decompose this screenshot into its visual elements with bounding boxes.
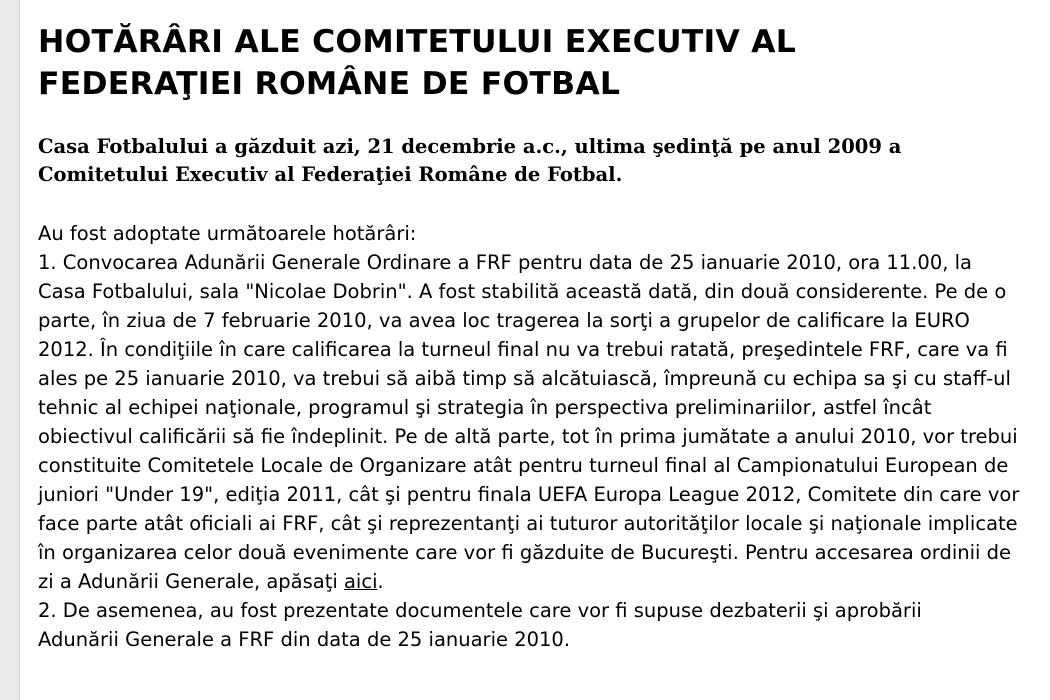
page-title: HOTĂRÂRI ALE COMITETULUI EXECUTIV AL FEDERAŢIEI ROMÂNE DE FOTBAL [38, 24, 796, 102]
article-content [20, 0, 1050, 700]
article-item-1-text: 1. Convocarea Adunării Generale Ordinare a FRF pentru data de 25 ianuarie 2010, ora 11.00, la Casa Fotbalului, sala "Nicolae Dobrin". A fost stabilită această dată, din două considerente. Pe de o parte, în ziua de 7 februarie 2010, va avea loc tragerea la sorţi a grupelor de calificare la EURO 2012. În condiţiile în care calificarea la turneul final nu va trebui ratată, preşedintele FRF, care va fi ales pe 25 ianuarie 2010, va trebui să aibă timp să alcătuiască, împreună cu echipa sa şi cu staff-ul tehnic al echipei naţionale, programul şi strategia în perspectiva preliminariilor, astfel încât obiectivul calificării să fie îndeplinit. Pe de altă parte, tot în prima jumătate a anului 2010, vor trebui constituite Comitetele Locale de Organizare atât pentru turneul final al Campionatului European de juniori "Under 19", ediţia 2011, cât şi pentru finala UEFA Europa League 2012, Comitete din care vor face parte atât oficiali ai FRF, cât şi reprezentanţi ai tuturor autorităţilor locale şi naţionale implicate în organizarea celor două evenimente care vor fi găzduite de Bucureşti. Pentru accesarea ordinii de zi a Adunării Generale, apăsaţi [38, 250, 1020, 594]
aici-link[interactable]: aici [343, 570, 378, 594]
article-item-1-tail: . [377, 570, 384, 594]
article-intro-line: Au fost adoptate următoarele hotărâri: [38, 221, 417, 245]
article-item-2-continued: Adunării Generale a FRF din data de 25 ianuarie 2010. [38, 628, 571, 652]
left-margin-rail [0, 0, 20, 700]
article-lead: Casa Fotbalului a găzduit azi, 21 decembrie a.c., ultima şedinţă pe anul 2009 a Comitetului Executiv al Federaţiei Române de Fotbal. [38, 135, 902, 186]
article-item-2: 2. De asemenea, au fost prezentate documentele care vor fi supuse dezbaterii şi aprobării [38, 599, 922, 623]
article-item-1 [38, 248, 1020, 597]
article-body [38, 219, 1020, 655]
